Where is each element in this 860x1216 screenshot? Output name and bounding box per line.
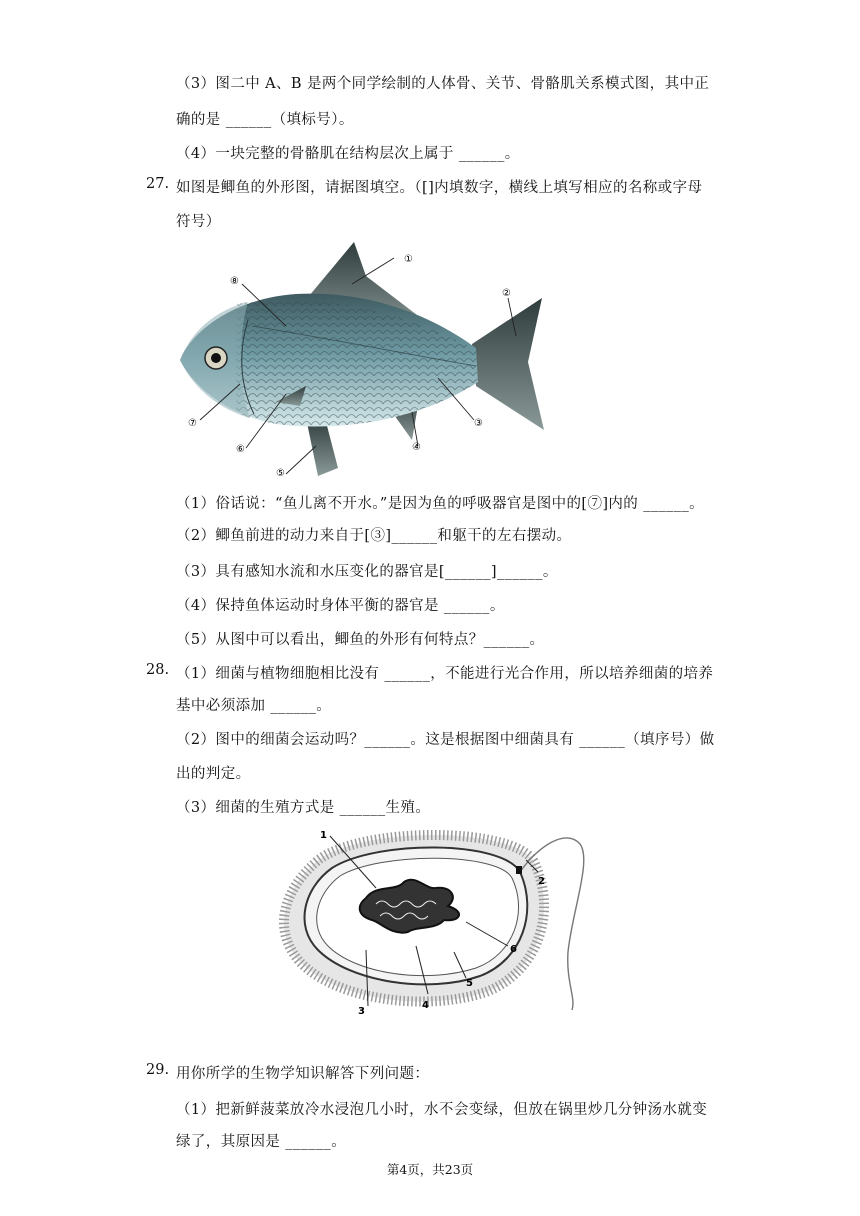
q27-stem-line2: 符号） bbox=[176, 214, 221, 230]
caudal-fin bbox=[472, 298, 544, 430]
q27-number: 27. bbox=[146, 176, 170, 192]
bacterium-figure bbox=[276, 822, 586, 1018]
q29-number: 29. bbox=[146, 1062, 170, 1078]
q29-sub1-line2: 绿了，其原因是 ______。 bbox=[176, 1134, 347, 1150]
fish-label-6: ⑥ bbox=[236, 444, 245, 455]
bacteria-label-4: 4 bbox=[422, 1000, 429, 1011]
q28-number: 28. bbox=[146, 662, 170, 678]
q29-stem: 用你所学的生物学知识解答下列问题： bbox=[176, 1066, 430, 1082]
crucian-carp-figure bbox=[176, 236, 552, 480]
q27-sub2: （2）鲫鱼前进的动力来自于[③]______和躯干的左右摆动。 bbox=[176, 528, 572, 544]
q28-sub3: （3）细菌的生殖方式是 ______生殖。 bbox=[176, 800, 431, 816]
bacteria-label-3: 3 bbox=[358, 1006, 365, 1017]
bacteria-label-1: 1 bbox=[320, 830, 327, 841]
q28-sub1-line1: （1）细菌与植物细胞相比没有 ______，不能进行光合作用，所以培养细菌的培养 bbox=[176, 666, 714, 682]
bacteria-label-5: 5 bbox=[466, 978, 473, 989]
fish-label-5: ⑤ bbox=[276, 468, 285, 479]
fish-label-8: ⑧ bbox=[230, 276, 239, 287]
q28-sub1-line2: 基中必须添加 ______。 bbox=[176, 698, 332, 714]
q26-part4: （4）一块完整的骨骼肌在结构层次上属于 ______。 bbox=[176, 146, 520, 162]
q26-part3-line2: 确的是 ______（填标号）。 bbox=[176, 112, 354, 128]
q28-sub2-line2: 出的判定。 bbox=[176, 766, 251, 782]
q28-sub2-line1: （2）图中的细菌会运动吗？______。这是根据图中细菌具有 ______（填序号）做 bbox=[176, 732, 715, 748]
q27-sub1: （1）俗话说：“鱼儿离不开水。”是因为鱼的呼吸器官是图中的[⑦]内的 ______。 bbox=[176, 496, 705, 512]
fish-label-7: ⑦ bbox=[188, 418, 197, 429]
q27-sub5: （5）从图中可以看出，鲫鱼的外形有何特点？______。 bbox=[176, 632, 545, 648]
pelvic-fin bbox=[306, 418, 338, 476]
q29-sub1-line1: （1）把新鲜菠菜放冷水浸泡几小时，水不会变绿，但放在锅里炒几分钟汤水就变 bbox=[176, 1102, 708, 1118]
fish-label-3: ③ bbox=[474, 418, 483, 429]
bacteria-label-6: 6 bbox=[510, 944, 517, 955]
q26-part3-line1: （3）图二中 A、B 是两个同学绘制的人体骨、关节、骨骼肌关系模式图，其中正 bbox=[176, 76, 710, 92]
fish-label-1: ① bbox=[404, 254, 413, 265]
q27-sub4: （4）保持鱼体运动时身体平衡的器官是 ______。 bbox=[176, 598, 505, 614]
fish-label-2: ② bbox=[502, 288, 511, 299]
q27-sub3: （3）具有感知水流和水压变化的器官是[______]______。 bbox=[176, 564, 558, 580]
page-footer: 第4页，共23页 bbox=[386, 1162, 474, 1177]
fish-label-4: ④ bbox=[412, 442, 421, 453]
q27-stem-line1: 如图是鲫鱼的外形图，请据图填空。（[]内填数字，横线上填写相应的名称或字母 bbox=[176, 180, 703, 196]
bacteria-label-2: 2 bbox=[538, 876, 545, 887]
